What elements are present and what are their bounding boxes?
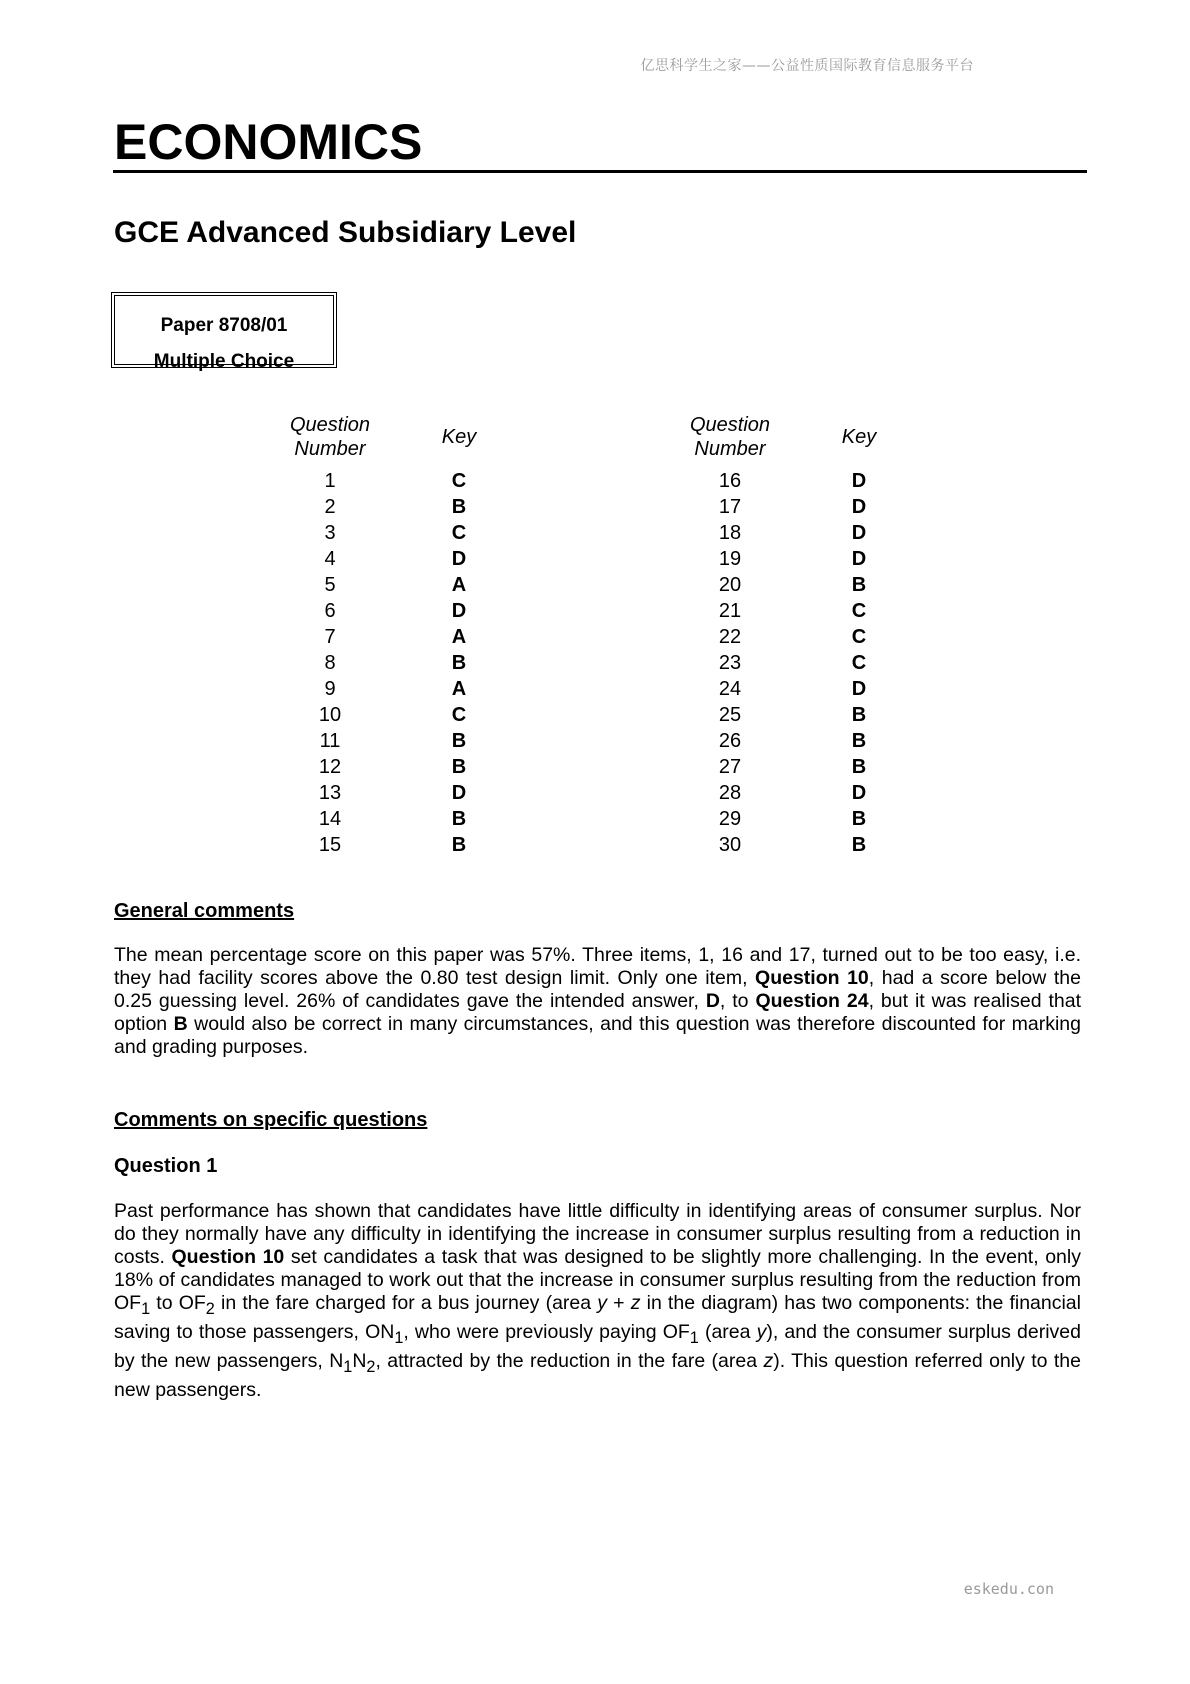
answer-key-table [280, 412, 940, 872]
header-number-line: Number [694, 438, 766, 460]
key-column-right [834, 412, 884, 858]
key-cell: A [451, 626, 467, 648]
key-cell: B [851, 756, 867, 778]
header-question-line: Question [689, 414, 771, 436]
key-cells [434, 468, 484, 858]
question-number-cell: 20 [718, 574, 742, 596]
key-cell: C [451, 522, 467, 544]
question-number-header [280, 412, 380, 462]
key-cell: B [851, 574, 867, 596]
paper-info-box [111, 292, 337, 372]
key-cell: D [851, 522, 867, 544]
document-title: ECONOMICS [114, 114, 423, 170]
key-cell: D [851, 470, 867, 492]
question-number-cell: 30 [718, 834, 742, 856]
question-number-cell: 6 [324, 600, 336, 622]
question-number-cell: 29 [718, 808, 742, 830]
question-number-cell: 18 [718, 522, 742, 544]
specific-comments-heading: Comments on specific questions [114, 1109, 428, 1131]
key-cell: A [451, 574, 467, 596]
key-cell: D [451, 782, 467, 804]
key-cell: B [851, 834, 867, 856]
question-number-cells [680, 468, 780, 858]
key-cell: D [851, 678, 867, 700]
question-number-cell: 21 [718, 600, 742, 622]
question-number-cell: 12 [318, 756, 342, 778]
question-number-cell: 24 [718, 678, 742, 700]
question-number-column-left [280, 412, 380, 858]
question-number-cell: 22 [718, 626, 742, 648]
watermark-header: 亿思科学生之家——公益性质国际教育信息服务平台 [640, 58, 974, 74]
question-number-cell: 1 [324, 470, 336, 492]
question-number-cell: 4 [324, 548, 336, 570]
question-1-paragraph: Past performance has shown that candidates have little difficulty in identifying areas of consumer surplus. Nor do they normally have any difficulty in identifying the increase in consumer surplus resulting from a reduction in costs. Question 10 set candidates a task that was designed to be slightly more challenging. In the event, only 18% of candidates managed to work out that the increase in consumer surplus resulting from the reduction from $OF_1$ to $OF_2$ in the fare charged for a bus journey (area y + z in the diagram) has two components: the financial saving to those passengers, $ON_1$, who were previously paying $OF_1$ (area y), and the consumer surplus derived by the new passengers, $N_1N_2$, attracted by the reduction in the fare (area z). This question referred only to the new passengers. [114, 1200, 1081, 1401]
question-number-cell: 23 [718, 652, 742, 674]
question-number-cell: 16 [718, 470, 742, 492]
question-number-cell: 2 [324, 496, 336, 518]
question-number-cell: 15 [318, 834, 342, 856]
key-cell: C [851, 600, 867, 622]
key-cell: D [851, 496, 867, 518]
key-cell: C [451, 704, 467, 726]
key-cell: B [451, 756, 467, 778]
question-number-cell: 7 [324, 626, 336, 648]
key-header: Key [841, 426, 877, 448]
question-number-cell: 27 [718, 756, 742, 778]
key-cell: B [851, 704, 867, 726]
question-number-cell: 25 [718, 704, 742, 726]
key-cell: B [851, 808, 867, 830]
header-question-line: Question [289, 414, 371, 436]
key-cell: D [851, 548, 867, 570]
key-cells [834, 468, 884, 858]
key-cell: D [451, 600, 467, 622]
question-number-cell: 14 [318, 808, 342, 830]
question-number-cell: 10 [318, 704, 342, 726]
paper-type: Multiple Choice [153, 351, 295, 372]
question-number-cell: 9 [324, 678, 336, 700]
question-number-header [680, 412, 780, 462]
key-cell: B [451, 730, 467, 752]
key-cell: C [851, 626, 867, 648]
key-cell: B [851, 730, 867, 752]
key-cell: B [451, 808, 467, 830]
key-cell: C [851, 652, 867, 674]
header-number-line: Number [294, 438, 366, 460]
question-number-cell: 11 [319, 730, 341, 752]
question-number-cell: 17 [718, 496, 742, 518]
key-cell: C [451, 470, 467, 492]
question-number-cell: 8 [324, 652, 336, 674]
question-number-cell: 26 [718, 730, 742, 752]
question-number-column-right [680, 412, 780, 858]
title-divider [113, 170, 1087, 173]
paper-code: Paper 8708/01 [160, 315, 288, 336]
general-comments-paragraph: The mean percentage score on this paper was 57%. Three items, 1, 16 and 17, turned out to be too easy, i.e. they had facility scores above the 0.80 test design limit. Only one item, Question 10, had a score below the 0.25 guessing level. 26% of candidates gave the intended answer, D, to Question 24, but it was realised that option B would also be correct in many circumstances, and this question was therefore discounted for marking and grading purposes. [114, 944, 1081, 1058]
question-number-cell: 19 [718, 548, 742, 570]
key-column-left [434, 412, 484, 858]
question-number-cell: 3 [324, 522, 336, 544]
key-cell: B [451, 496, 467, 518]
key-cell: A [451, 678, 467, 700]
question-1-heading: Question 1 [114, 1155, 218, 1177]
question-number-cell: 5 [324, 574, 336, 596]
key-cell: B [451, 652, 467, 674]
question-number-cell: 28 [718, 782, 742, 804]
key-cell: D [851, 782, 867, 804]
key-header: Key [441, 426, 477, 448]
key-cell: D [451, 548, 467, 570]
general-comments-heading: General comments [114, 900, 295, 922]
key-cell: B [451, 834, 467, 856]
document-subtitle: GCE Advanced Subsidiary Level [114, 216, 577, 249]
watermark-footer: eskedu.con [963, 1580, 1054, 1598]
question-number-cells [280, 468, 380, 858]
question-number-cell: 13 [318, 782, 342, 804]
